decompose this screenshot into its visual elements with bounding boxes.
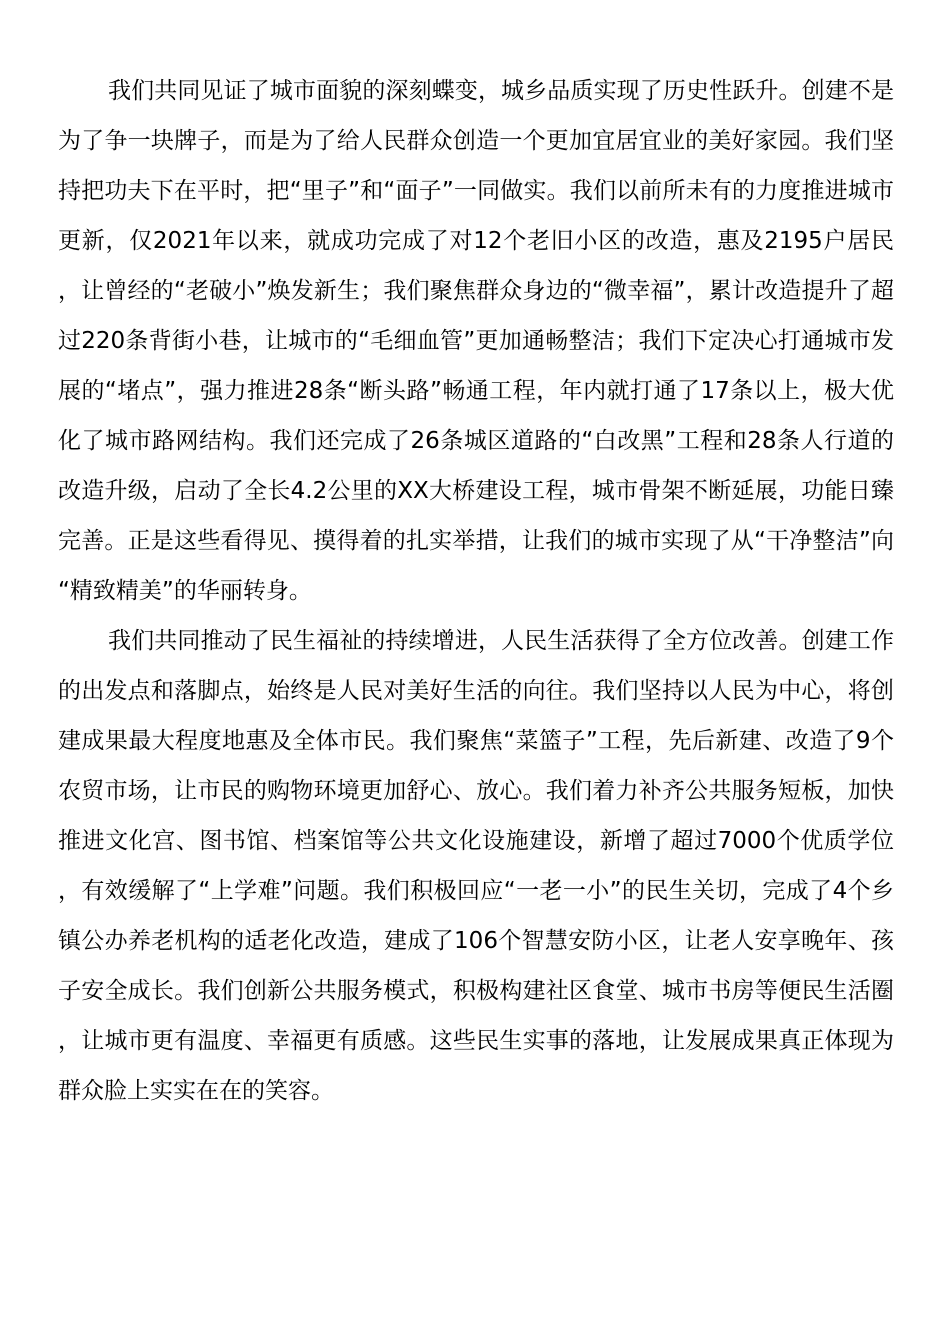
paragraph-urban-renewal: 我们共同见证了城市面貌的深刻蝶变，城乡品质实现了历史性跃升。创建不是为了争一块牌子，而是为了给人民群众创造一个更加宜居宜业的美好家园。我们坚持把功夫下在平时，把“里子”和“面子”一同做实。我们以前所未有的力度推进城市更新，仅2021年以来，就成功完成了对12个老旧小区的改造，惠及2195户居民，让曾经的“老破小”焕发新生；我们聚焦群众身边的“微幸福”，累计改造提升了超过220条背街小巷，让城市的“毛细血管”更加通畅整洁；我们下定决心打通城市发展的“堵点”，强力推进28条“断头路”畅通工程，年内就打通了17条以上，极大优化了城市路网结构。我们还完成了26条城区道路的“白改黑”工程和28条人行道的改造升级，启动了全长4.2公里的XX大桥建设工程，城市骨架不断延展，功能日臻完善。正是这些看得见、摸得着的扎实举措，让我们的城市实现了从“干净整洁”向“精致精美”的华丽转身。 (58, 78, 894, 604)
paragraph-livelihood: 我们共同推动了民生福祉的持续增进，人民生活获得了全方位改善。创建工作的出发点和落脚点，始终是人民对美好生活的向往。我们坚持以人民为中心，将创建成果最大程度地惠及全体市民。我们聚焦“菜篮子”工程，先后新建、改造了9个农贸市场，让市民的购物环境更加舒心、放心。我们着力补齐公共服务短板，加快推进文化宫、图书馆、档案馆等公共文化设施建设，新增了超过7000个优质学位，有效缓解了“上学难”问题。我们积极回应“一老一小”的民生关切，完成了4个乡镇公办养老机构的适老化改造，建成了106个智慧安防小区，让老人安享晚年、孩子安全成长。我们创新公共服务模式，积极构建社区食堂、城市书房等便民生活圈，让城市更有温度、幸福更有质感。这些民生实事的落地，让发展成果真正体现为群众脸上实实在在的笑容。 (58, 628, 894, 1104)
document-body (58, 66, 894, 1116)
